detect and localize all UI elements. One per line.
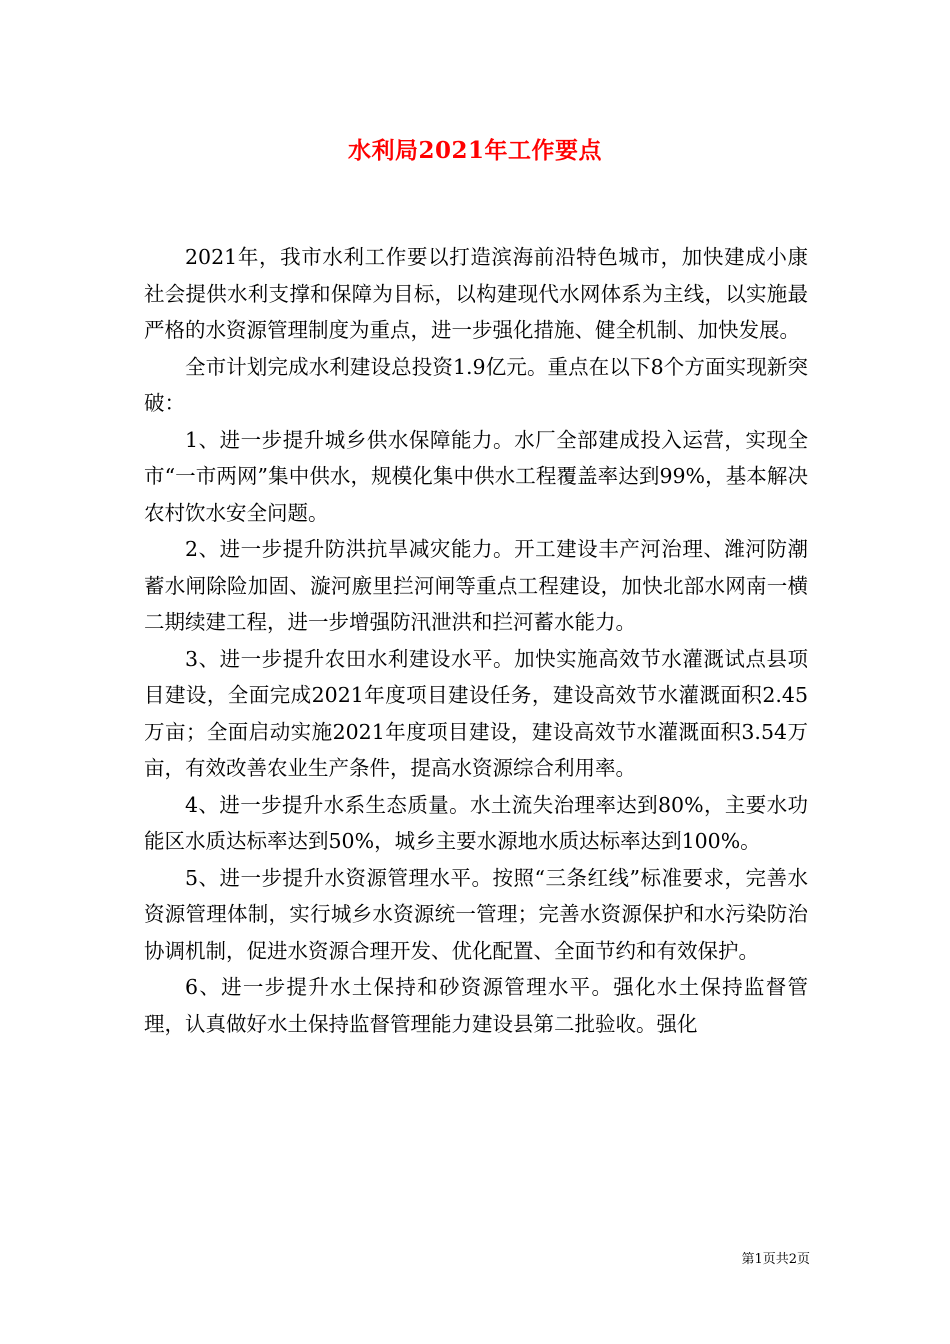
paragraph-point-5: 5、进一步提升水资源管理水平。按照“三条红线”标准要求，完善水资源管理体制，实行城乡水资源统一管理；完善水资源保护和水污染防治协调机制，促进水资源合理开发、优化配置、全面节约和有效保护。 bbox=[144, 865, 808, 963]
paragraph-point-4: 4、进一步提升水系生态质量。水土流失治理率达到80%，主要水功能区水质达标率达到50%，城乡主要水源地水质达标率达到100%。 bbox=[144, 792, 808, 853]
paragraph-point-2: 2、进一步提升防洪抗旱减灾能力。开工建设丰产河治理、潍河防潮蓄水闸除险加固、漩河廒里拦河闸等重点工程建设，加快北部水网南一横二期续建工程，进一步增强防汛泄洪和拦河蓄水能力。 bbox=[144, 537, 808, 634]
paragraph-point-3: 3、进一步提升农田水利建设水平。加快实施高效节水灌溉试点县项目建设，全面完成2021年度项目建设任务，建设高效节水灌溉面积2.45万亩；全面启动实施2021年度项目建设，建设高效节水灌溉面积3.54万亩，有效改善农业生产条件，提高水资源综合利用率。 bbox=[144, 646, 808, 780]
paragraph-investment: 全市计划完成水利建设总投资1.9亿元。重点在以下8个方面实现新突破： bbox=[144, 354, 808, 415]
paragraph-point-6: 6、进一步提升水土保持和砂资源管理水平。强化水土保持监督管理，认真做好水土保持监督管理能力建设县第二批验收。强化 bbox=[144, 975, 808, 1036]
page-number: 第1页共2页 bbox=[741, 1252, 810, 1267]
document-body bbox=[144, 239, 808, 1042]
paragraph-intro: 2021年，我市水利工作要以打造滨海前沿特色城市，加快建成小康社会提供水利支撑和保障为目标，以构建现代水网体系为主线，以实施最严格的水资源管理制度为重点，进一步强化措施、健全机制、加快发展。 bbox=[144, 245, 808, 342]
paragraph-point-1: 1、进一步提升城乡供水保障能力。水厂全部建成投入运营，实现全市“一市两网”集中供水，规模化集中供水工程覆盖率达到99%，基本解决农村饮水安全问题。 bbox=[144, 427, 808, 525]
document-title: 水利局2021年工作要点 bbox=[347, 137, 602, 164]
